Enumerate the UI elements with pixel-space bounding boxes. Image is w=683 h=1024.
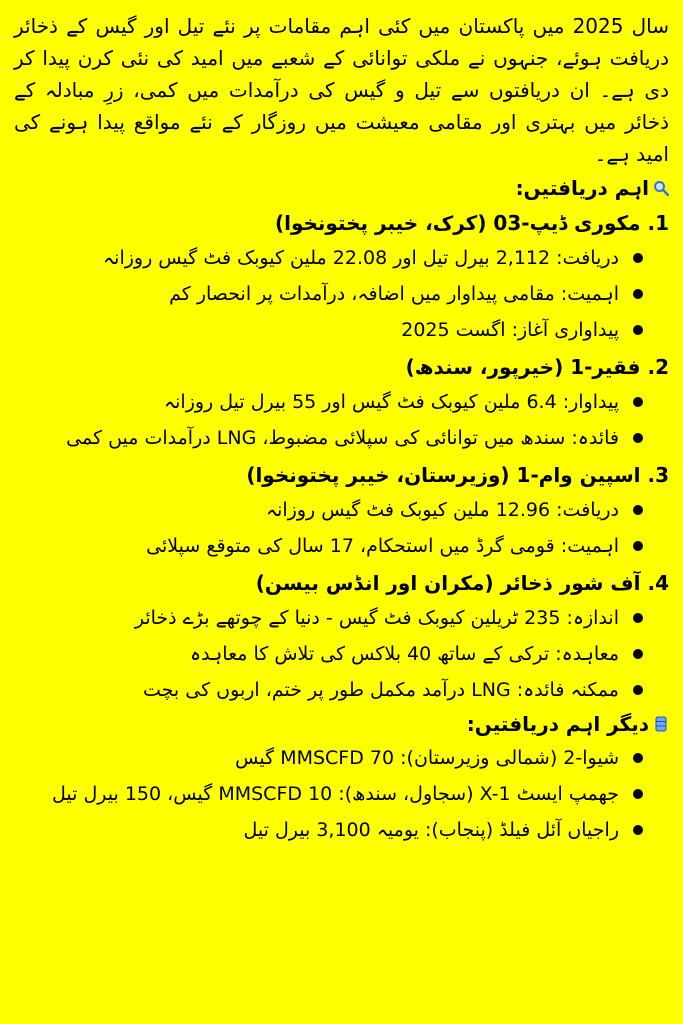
section-list [14,240,669,348]
list-item: پیداواری آغاز: اگست 2025 [14,312,647,348]
list-item: پیداوار: 6.4 ملین کیوبک فٹ گیس اور 55 بیرل تیل روزانہ [14,384,647,420]
other-discoveries-label: دیگر اہم دریافتیں: [466,712,649,736]
list-item: اندازہ: 235 ٹریلین کیوبک فٹ گیس - دنیا کے چوتھے بڑے ذخائر [14,600,647,636]
list-item: شیوا-2 (شمالی وزیرستان): 70 MMSCFD گیس [14,740,647,776]
section-4 [14,566,669,708]
list-item: دریافت: 12.96 ملین کیوبک فٹ گیس روزانہ [14,492,647,528]
section-3 [14,458,669,564]
section-1 [14,206,669,348]
key-discoveries-heading [14,172,669,204]
key-discoveries-label: اہم دریافتیں: [515,176,649,200]
section-title: 3. اسپین وام-1 (وزیرستان، خیبر پختونخوا) [246,463,669,487]
list-item: جھمپ ایسٹ X-1 (سجاول، سندھ): 10 MMSCFD گیس، 150 بیرل تیل [14,776,647,812]
list-item: راجیاں آئل فیلڈ (پنجاب): یومیہ 3,100 بیرل تیل [14,812,647,848]
other-discoveries-list [14,740,669,848]
list-item: اہمیت: مقامی پیداوار میں اضافہ، درآمدات پر انحصار کم [14,276,647,312]
section-list [14,492,669,564]
magnifier-icon [653,180,669,196]
section-title: 2. فقیر-1 (خیرپور، سندھ) [405,355,669,379]
intro-paragraph: سال 2025 میں پاکستان میں کئی اہم مقامات پر نئے تیل اور گیس کے ذخائر دریافت ہوئے، جنہوں نے ملکی توانائی کے شعبے میں امید کی نئی کرن پیدا کر دی ہے۔ ان دریافتوں سے تیل و گیس کی درآمدات میں کمی، زرِ مبادلہ کے ذخائر میں بہتری اور مقامی معیشت میں روزگار کے نئے مواقع پیدا ہونے کی امید ہے۔ [14,14,669,166]
list-item: دریافت: 2,112 بیرل تیل اور 22.08 ملین کیوبک فٹ گیس روزانہ [14,240,647,276]
section-title: 4. آف شور ذخائر (مکران اور انڈس بیسن) [255,571,669,595]
other-discoveries-heading [14,708,669,740]
list-item: ممکنہ فائدہ: LNG درآمد مکمل طور پر ختم، اربوں کی بچت [14,672,647,708]
section-list [14,600,669,708]
section-2 [14,350,669,456]
list-item: معاہدہ: ترکی کے ساتھ 40 بلاکس کی تلاش کا معاہدہ [14,636,647,672]
list-item: فائدہ: سندھ میں توانائی کی سپلائی مضبوط، LNG درآمدات میں کمی [14,420,647,456]
list-item: اہمیت: قومی گرڈ میں استحکام، 17 سال کی متوقع سپلائی [14,528,647,564]
database-icon [653,716,669,732]
section-list [14,384,669,456]
section-title: 1. مکوری ڈیپ-03 (کرک، خیبر پختونخوا) [274,211,669,235]
